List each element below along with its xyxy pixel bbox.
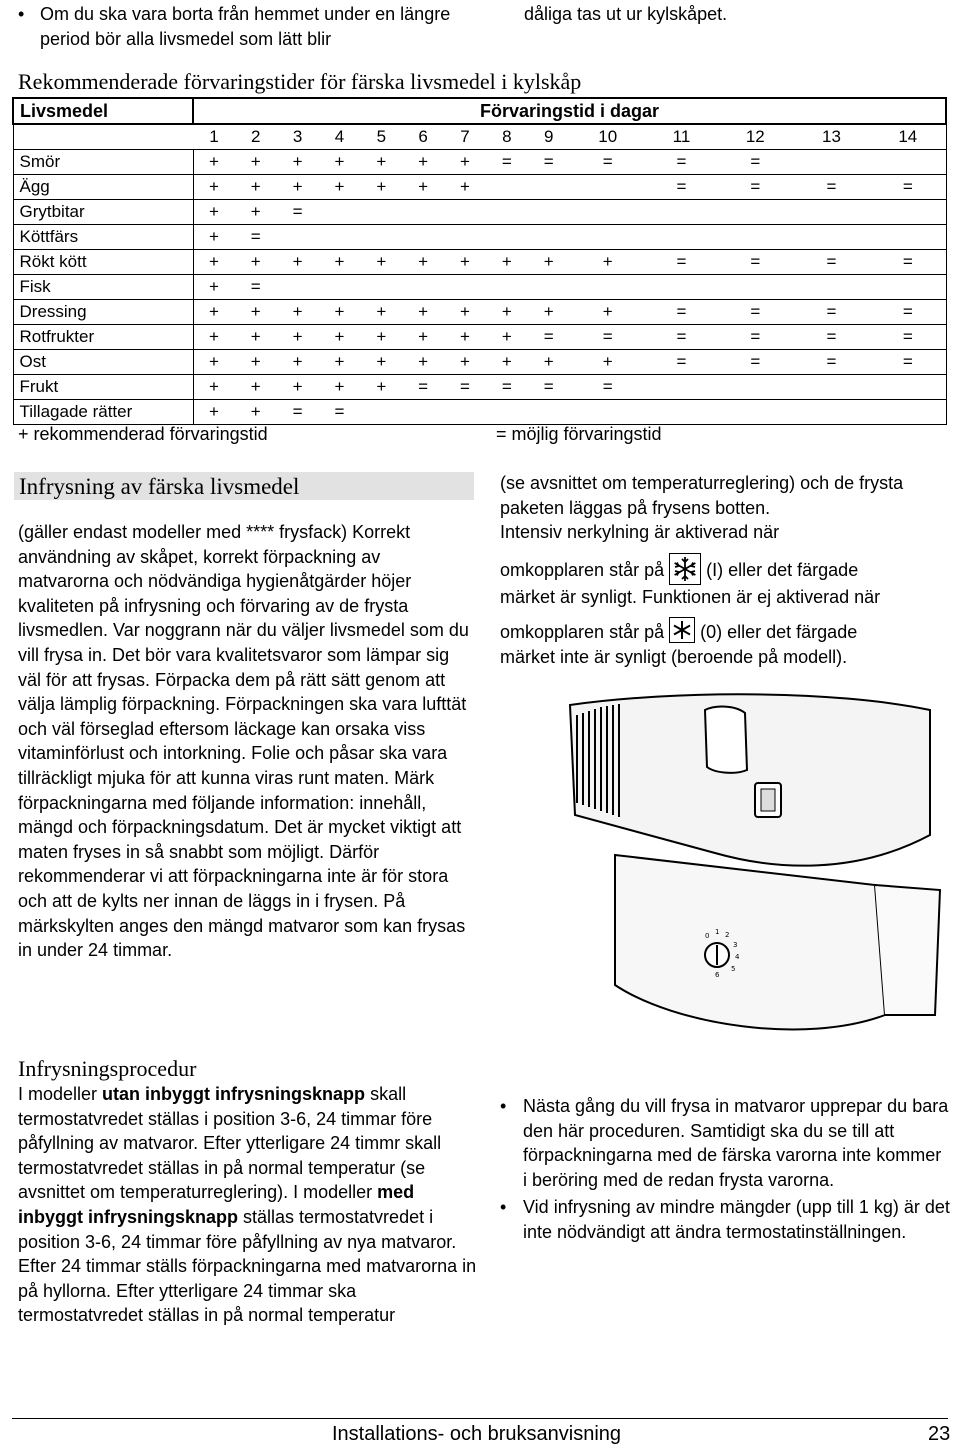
storage-cell: = [646, 250, 717, 275]
day-number: 8 [486, 124, 528, 150]
right-p6: märket inte är synligt (beroende på modell). [500, 646, 848, 667]
day-number: 5 [360, 124, 402, 150]
storage-cell: = [646, 175, 717, 200]
storage-cell [277, 275, 319, 300]
procedure-text-3: ställas termostatvredet i position 3-6, 24 timmar före påfyllning av nya matvaror. Efter 24 timmar ställs förpackningarna med matvarorna in på hyllorna. Efter ytterligare 24 timmar ska termostatvredet ställas in på normal temperatur [18, 1206, 477, 1326]
bullet-dot: • [18, 4, 25, 24]
storage-cell [444, 225, 486, 250]
right-p3a: omkopplaren står på [500, 559, 665, 580]
storage-cell: = [717, 175, 793, 200]
storage-cell [486, 225, 528, 250]
storage-cell: + [444, 300, 486, 325]
storage-cell: + [402, 350, 444, 375]
storage-cell: = [570, 325, 646, 350]
storage-cell: + [402, 250, 444, 275]
storage-cell: + [235, 150, 277, 175]
table-row [13, 300, 946, 325]
storage-cell: = [528, 325, 570, 350]
storage-cell: + [528, 250, 570, 275]
storage-cell [528, 175, 570, 200]
storage-cell: + [277, 375, 319, 400]
storage-cell: + [319, 150, 361, 175]
storage-cell [570, 400, 646, 425]
storage-cell [528, 200, 570, 225]
storage-cell: = [486, 150, 528, 175]
storage-cell: + [277, 300, 319, 325]
storage-cell: = [646, 150, 717, 175]
storage-cell: = [717, 150, 793, 175]
storage-cell: + [193, 400, 235, 425]
storage-cell: + [402, 325, 444, 350]
svg-text:1: 1 [715, 928, 720, 936]
storage-cell: = [570, 150, 646, 175]
storage-cell: = [793, 350, 869, 375]
storage-cell: + [360, 325, 402, 350]
footer-title: Installations- och bruksanvisning [332, 1423, 622, 1445]
storage-cell: + [193, 275, 235, 300]
storage-cell: = [870, 250, 946, 275]
right-p3 [500, 553, 945, 585]
storage-cell [870, 375, 946, 400]
storage-cell: + [235, 350, 277, 375]
storage-cell [444, 200, 486, 225]
storage-cell [793, 275, 869, 300]
storage-cell [277, 225, 319, 250]
storage-cell: + [235, 375, 277, 400]
storage-cell: + [402, 300, 444, 325]
top-bullet-text: Om du ska vara borta från hemmet under en längre period bör alla livsmedel som lätt blir [40, 4, 451, 49]
storage-cell: + [486, 350, 528, 375]
section-heading-freezing: Infrysning av färska livsmedel [14, 472, 474, 500]
storage-cell: + [444, 350, 486, 375]
table-row [13, 375, 946, 400]
storage-cell: = [717, 250, 793, 275]
bullet-text-1: Nästa gång du vill frysa in matvaror upprepar du bara den här proceduren. Samtidigt ska du se till att förpackningarna med de färska varorna inte kommer i beröring med de redan frysta varorna. [523, 1096, 949, 1190]
storage-cell: = [235, 225, 277, 250]
storage-cell: + [360, 375, 402, 400]
storage-cell: + [402, 150, 444, 175]
storage-cell: = [870, 325, 946, 350]
storage-cell: = [717, 325, 793, 350]
food-name: Ost [13, 350, 193, 375]
top-bullet [18, 2, 478, 51]
storage-cell: + [319, 375, 361, 400]
storage-cell [793, 200, 869, 225]
svg-text:3: 3 [733, 941, 738, 949]
storage-cell [870, 400, 946, 425]
storage-cell [319, 200, 361, 225]
storage-cell: = [235, 275, 277, 300]
storage-cell [717, 400, 793, 425]
storage-cell: + [486, 300, 528, 325]
storage-cell [319, 275, 361, 300]
food-name: Smör [13, 150, 193, 175]
storage-cell: + [486, 325, 528, 350]
storage-cell [870, 150, 946, 175]
food-name: Frukt [13, 375, 193, 400]
table-days-row [13, 124, 946, 150]
storage-cell: = [717, 300, 793, 325]
storage-cell: = [793, 300, 869, 325]
procedure-bold-1: utan inbyggt infrysningsknapp [102, 1084, 366, 1104]
storage-cell: + [402, 175, 444, 200]
table-row [13, 200, 946, 225]
right-bullets [500, 1094, 950, 1245]
storage-cell: + [193, 300, 235, 325]
right-p2: Intensiv nerkylning är aktiverad när [500, 522, 780, 543]
storage-cell: = [870, 350, 946, 375]
storage-cell: + [277, 150, 319, 175]
storage-cell: = [486, 375, 528, 400]
storage-cell: + [360, 350, 402, 375]
storage-cell: + [444, 175, 486, 200]
day-number: 10 [570, 124, 646, 150]
storage-cell [402, 275, 444, 300]
storage-cell: = [319, 400, 361, 425]
right-p3b: (I) eller det färgade [706, 559, 859, 580]
storage-cell [570, 200, 646, 225]
storage-cell [528, 225, 570, 250]
storage-cell: + [235, 325, 277, 350]
day-number: 13 [793, 124, 869, 150]
bullet-dot: • [500, 1096, 507, 1116]
storage-cell: = [717, 350, 793, 375]
storage-cell: + [360, 300, 402, 325]
storage-table [12, 97, 947, 425]
storage-cell: = [444, 375, 486, 400]
food-name: Tillagade rätter [13, 400, 193, 425]
svg-text:2: 2 [725, 931, 730, 939]
storage-cell: + [319, 300, 361, 325]
storage-cell [870, 225, 946, 250]
storage-cell [402, 400, 444, 425]
bullet-item [500, 1195, 950, 1244]
storage-cell [870, 200, 946, 225]
procedure-text-1: I modeller [18, 1084, 103, 1104]
storage-cell [486, 400, 528, 425]
storage-cell [402, 200, 444, 225]
storage-cell: = [528, 150, 570, 175]
table-row [13, 250, 946, 275]
storage-cell: + [193, 225, 235, 250]
right-p4: märket är synligt. Funktionen är ej aktiverad när [500, 586, 881, 607]
right-p5a: omkopplaren står på [500, 622, 665, 643]
food-name: Rotfrukter [13, 325, 193, 350]
storage-cell: = [646, 325, 717, 350]
storage-cell [717, 225, 793, 250]
table-row [13, 400, 946, 425]
right-p1: (se avsnittet om temperaturreglering) och de frysta paketen läggas på frysens botten. [500, 473, 904, 518]
storage-cell [570, 275, 646, 300]
storage-cell: + [193, 325, 235, 350]
storage-cell: + [235, 300, 277, 325]
storage-cell: = [402, 375, 444, 400]
storage-cell [646, 225, 717, 250]
storage-cell [646, 275, 717, 300]
food-name: Köttfärs [13, 225, 193, 250]
storage-cell: + [319, 350, 361, 375]
storage-cell: + [570, 250, 646, 275]
food-name: Rökt kött [13, 250, 193, 275]
storage-cell [793, 150, 869, 175]
storage-cell: + [277, 175, 319, 200]
footer-rule [12, 1418, 948, 1419]
storage-cell [717, 200, 793, 225]
storage-cell [793, 225, 869, 250]
storage-cell: + [319, 325, 361, 350]
storage-cell: + [193, 175, 235, 200]
storage-cell [444, 400, 486, 425]
legend-plus: + rekommenderad förvaringstid [18, 424, 268, 444]
storage-cell [486, 275, 528, 300]
snowflake-switch-icon [669, 553, 701, 585]
storage-cell [360, 275, 402, 300]
storage-cell [793, 375, 869, 400]
svg-text:5: 5 [731, 965, 736, 973]
freezer-compartment-illustration [555, 685, 945, 1065]
storage-cell: + [235, 175, 277, 200]
storage-cell [528, 400, 570, 425]
section-body-freezing: (gäller endast modeller med **** frysfack) Korrekt användning av skåpet, korrekt förpackning av matvarorna och nödvändiga hygienåtgärder höjer kvaliteten på infrysning och förvaring av de frysta livsmedlen. Var noggrann när du väljer livsmedel som du vill frysa in. Det bör vara kvalitetsvaror som lämpar sig väl för att frysas. Förpacka dem på rätt sätt genom att välja lämplig förpackning. Förpackningen ska vara lufttät och väl förseglad eftersom läckage kan orsaka viss vitaminförlust och intorkning. Folie och påsar ska vara tillräckligt mjuka för att kunna viras runt maten. Märk förpackningarna med följande information: innehåll, mängd och förpackningsdatum. Det är mycket viktigt att maten fryses in så snabbt som möjligt. Därför rekommenderar vi att förpackningarna inte är för stora och att de kylts ner innan de läggs in i frysen. På märkskylten anges den mängd matvaror som kan frysas in under 24 timmar. [18, 522, 469, 961]
storage-cell: + [570, 300, 646, 325]
storage-cell [486, 200, 528, 225]
storage-cell: = [793, 175, 869, 200]
storage-cell [717, 275, 793, 300]
storage-cell [360, 200, 402, 225]
food-name: Ägg [13, 175, 193, 200]
food-name: Grytbitar [13, 200, 193, 225]
table-row [13, 175, 946, 200]
storage-cell: = [277, 200, 319, 225]
storage-cell: + [486, 250, 528, 275]
storage-cell: = [870, 175, 946, 200]
procedure-bold-2: med inbyggt infrysningsknapp [18, 1182, 415, 1227]
table-title: Rekommenderade förvaringstider för färska livsmedel i kylskåp [18, 69, 582, 94]
bullet-item [500, 1094, 950, 1192]
header-food: Livsmedel [13, 98, 193, 124]
storage-cell: + [360, 250, 402, 275]
days-blank [13, 124, 193, 150]
storage-cell: + [193, 375, 235, 400]
storage-cell [870, 275, 946, 300]
storage-cell: = [277, 400, 319, 425]
storage-cell [360, 400, 402, 425]
day-number: 11 [646, 124, 717, 150]
storage-cell: + [235, 200, 277, 225]
bullet-dot: • [500, 1197, 507, 1218]
legend-eq: = möjlig förvaringstid [496, 424, 662, 444]
storage-cell: + [277, 350, 319, 375]
storage-cell: = [646, 300, 717, 325]
storage-cell: + [193, 350, 235, 375]
bullet-text-2: Vid infrysning av mindre mängder (upp till 1 kg) är det inte nödvändigt att ändra termostatinställningen. [523, 1197, 950, 1242]
storage-cell: = [528, 375, 570, 400]
right-p5b: (0) eller det färgade [700, 622, 858, 643]
section-body-procedure [18, 1082, 478, 1328]
page-number: 23 [928, 1423, 951, 1445]
storage-cell: + [277, 325, 319, 350]
day-number: 6 [402, 124, 444, 150]
storage-cell [319, 225, 361, 250]
storage-cell: + [193, 200, 235, 225]
day-number: 4 [319, 124, 361, 150]
day-number: 12 [717, 124, 793, 150]
storage-cell [646, 400, 717, 425]
svg-text:0: 0 [705, 932, 710, 940]
day-number: 9 [528, 124, 570, 150]
storage-cell: + [193, 250, 235, 275]
storage-cell [402, 225, 444, 250]
right-p5 [500, 617, 945, 645]
table-row [13, 275, 946, 300]
storage-cell: + [444, 250, 486, 275]
table-row [13, 150, 946, 175]
storage-cell: + [319, 250, 361, 275]
svg-text:6: 6 [715, 971, 720, 979]
storage-cell [528, 275, 570, 300]
storage-cell [570, 225, 646, 250]
storage-cell: + [528, 300, 570, 325]
storage-cell: + [319, 175, 361, 200]
day-number: 3 [277, 124, 319, 150]
storage-cell [646, 200, 717, 225]
storage-cell: + [277, 250, 319, 275]
asterisk-switch-icon [669, 617, 695, 643]
storage-cell [360, 225, 402, 250]
storage-cell: + [444, 325, 486, 350]
storage-cell: + [360, 175, 402, 200]
top-right-text: dåliga tas ut ur kylskåpet. [524, 4, 728, 24]
storage-cell: = [646, 350, 717, 375]
food-name: Fisk [13, 275, 193, 300]
section-heading-procedure: Infrysningsprocedur [18, 1056, 197, 1081]
storage-cell: + [235, 250, 277, 275]
storage-cell [646, 375, 717, 400]
table-row [13, 225, 946, 250]
storage-cell: = [793, 250, 869, 275]
storage-cell [444, 275, 486, 300]
storage-cell: + [193, 150, 235, 175]
table-header-row [13, 98, 946, 124]
storage-cell [486, 175, 528, 200]
header-days: Förvaringstid i dagar [193, 98, 946, 124]
day-number: 14 [870, 124, 946, 150]
storage-cell: = [570, 375, 646, 400]
table-row [13, 350, 946, 375]
svg-text:4: 4 [735, 953, 740, 961]
day-number: 1 [193, 124, 235, 150]
storage-cell [570, 175, 646, 200]
storage-cell: = [793, 325, 869, 350]
table-row [13, 325, 946, 350]
day-number: 2 [235, 124, 277, 150]
day-number: 7 [444, 124, 486, 150]
storage-cell: + [235, 400, 277, 425]
procedure-text-2: skall termostatvredet ställas i position 3-6, 24 timmar före påfyllning av matvaror. Efter ytterligare 24 timmr skall termostatvredet ställas in på normal temperatur (se avsnittet om temperaturreglering). I modeller [18, 1084, 442, 1203]
storage-cell [717, 375, 793, 400]
storage-cell [793, 400, 869, 425]
storage-cell: + [360, 150, 402, 175]
storage-cell: = [870, 300, 946, 325]
right-column-text [500, 471, 945, 670]
storage-cell: + [528, 350, 570, 375]
food-name: Dressing [13, 300, 193, 325]
storage-cell: + [570, 350, 646, 375]
storage-cell: + [444, 150, 486, 175]
